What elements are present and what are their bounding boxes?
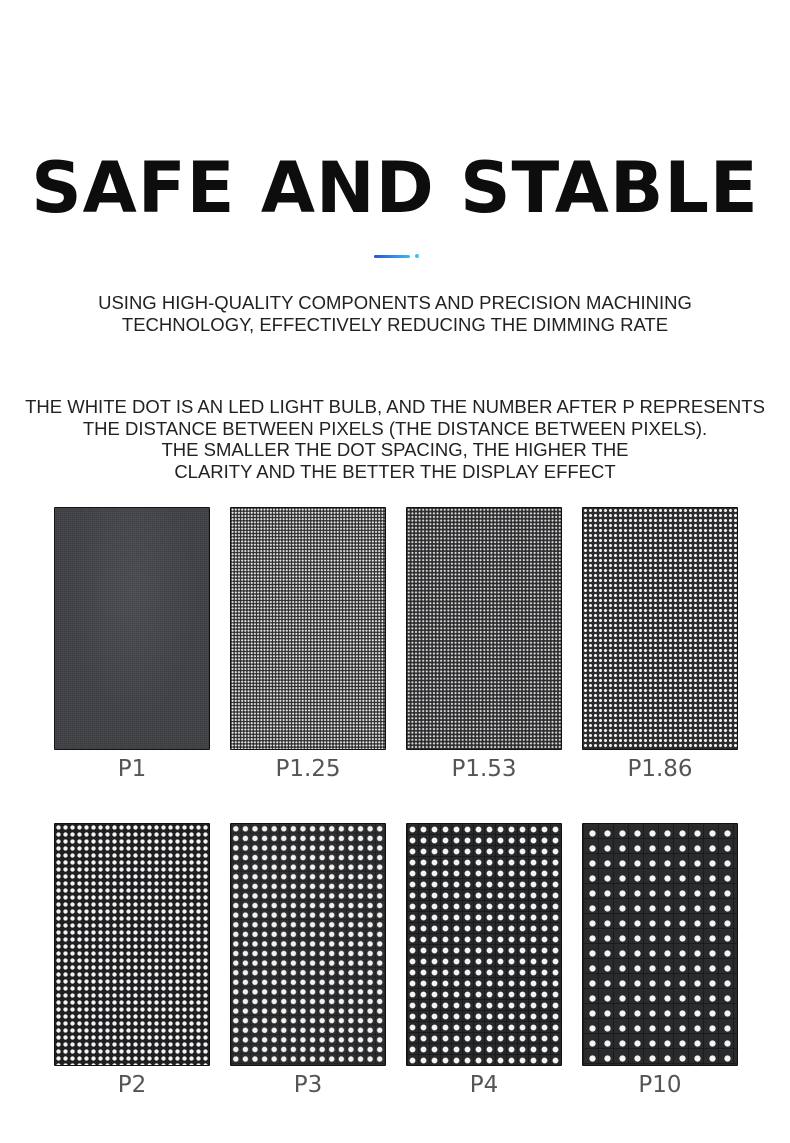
panel-p1-86 <box>582 507 738 784</box>
panel-label: P4 <box>469 1072 499 1098</box>
led-panel-image <box>406 823 562 1066</box>
description-line: CLARITY AND THE BETTER THE DISPLAY EFFECT <box>174 460 616 482</box>
accent-dot <box>415 254 419 258</box>
panel-label: P1.25 <box>275 756 341 782</box>
panel-label: P3 <box>293 1072 323 1098</box>
accent-divider <box>374 254 419 258</box>
panel-label: P1.86 <box>627 756 693 782</box>
led-panel-image <box>54 823 210 1066</box>
led-panel-image <box>230 823 386 1066</box>
description-line: THE SMALLER THE DOT SPACING, THE HIGHER THE <box>161 439 629 460</box>
panel-p3 <box>230 823 386 1100</box>
panel-label: P1 <box>117 756 147 782</box>
subtitle-line: USING HIGH-QUALITY COMPONENTS AND PRECISION MACHINING <box>98 292 692 313</box>
panel-p4 <box>406 823 562 1100</box>
led-panel-image <box>230 507 386 750</box>
panel-p1-53 <box>406 507 562 784</box>
accent-line <box>374 255 410 258</box>
led-panel-image <box>406 507 562 750</box>
page-title: SAFE AND STABLE <box>31 147 759 229</box>
subtitle-line: TECHNOLOGY, EFFECTIVELY REDUCING THE DIMMING RATE <box>121 314 669 335</box>
panel-label: P1.53 <box>451 756 517 782</box>
panel-p2 <box>54 823 210 1100</box>
description-line: THE WHITE DOT IS AN LED LIGHT BULB, AND THE NUMBER AFTER P REPRESENTS <box>25 396 765 417</box>
led-panel-image <box>54 507 210 750</box>
panel-p1-25 <box>230 507 386 784</box>
panel-label: P10 <box>638 1072 682 1098</box>
led-panel-image <box>582 823 738 1066</box>
description-line: THE DISTANCE BETWEEN PIXELS (THE DISTANCE BETWEEN PIXELS). <box>82 417 708 439</box>
description <box>20 396 770 482</box>
panel-label: P2 <box>117 1072 147 1098</box>
panel-p10 <box>582 823 738 1100</box>
panel-p1 <box>54 507 210 784</box>
led-panel-image <box>582 507 738 750</box>
subtitle <box>40 292 750 336</box>
